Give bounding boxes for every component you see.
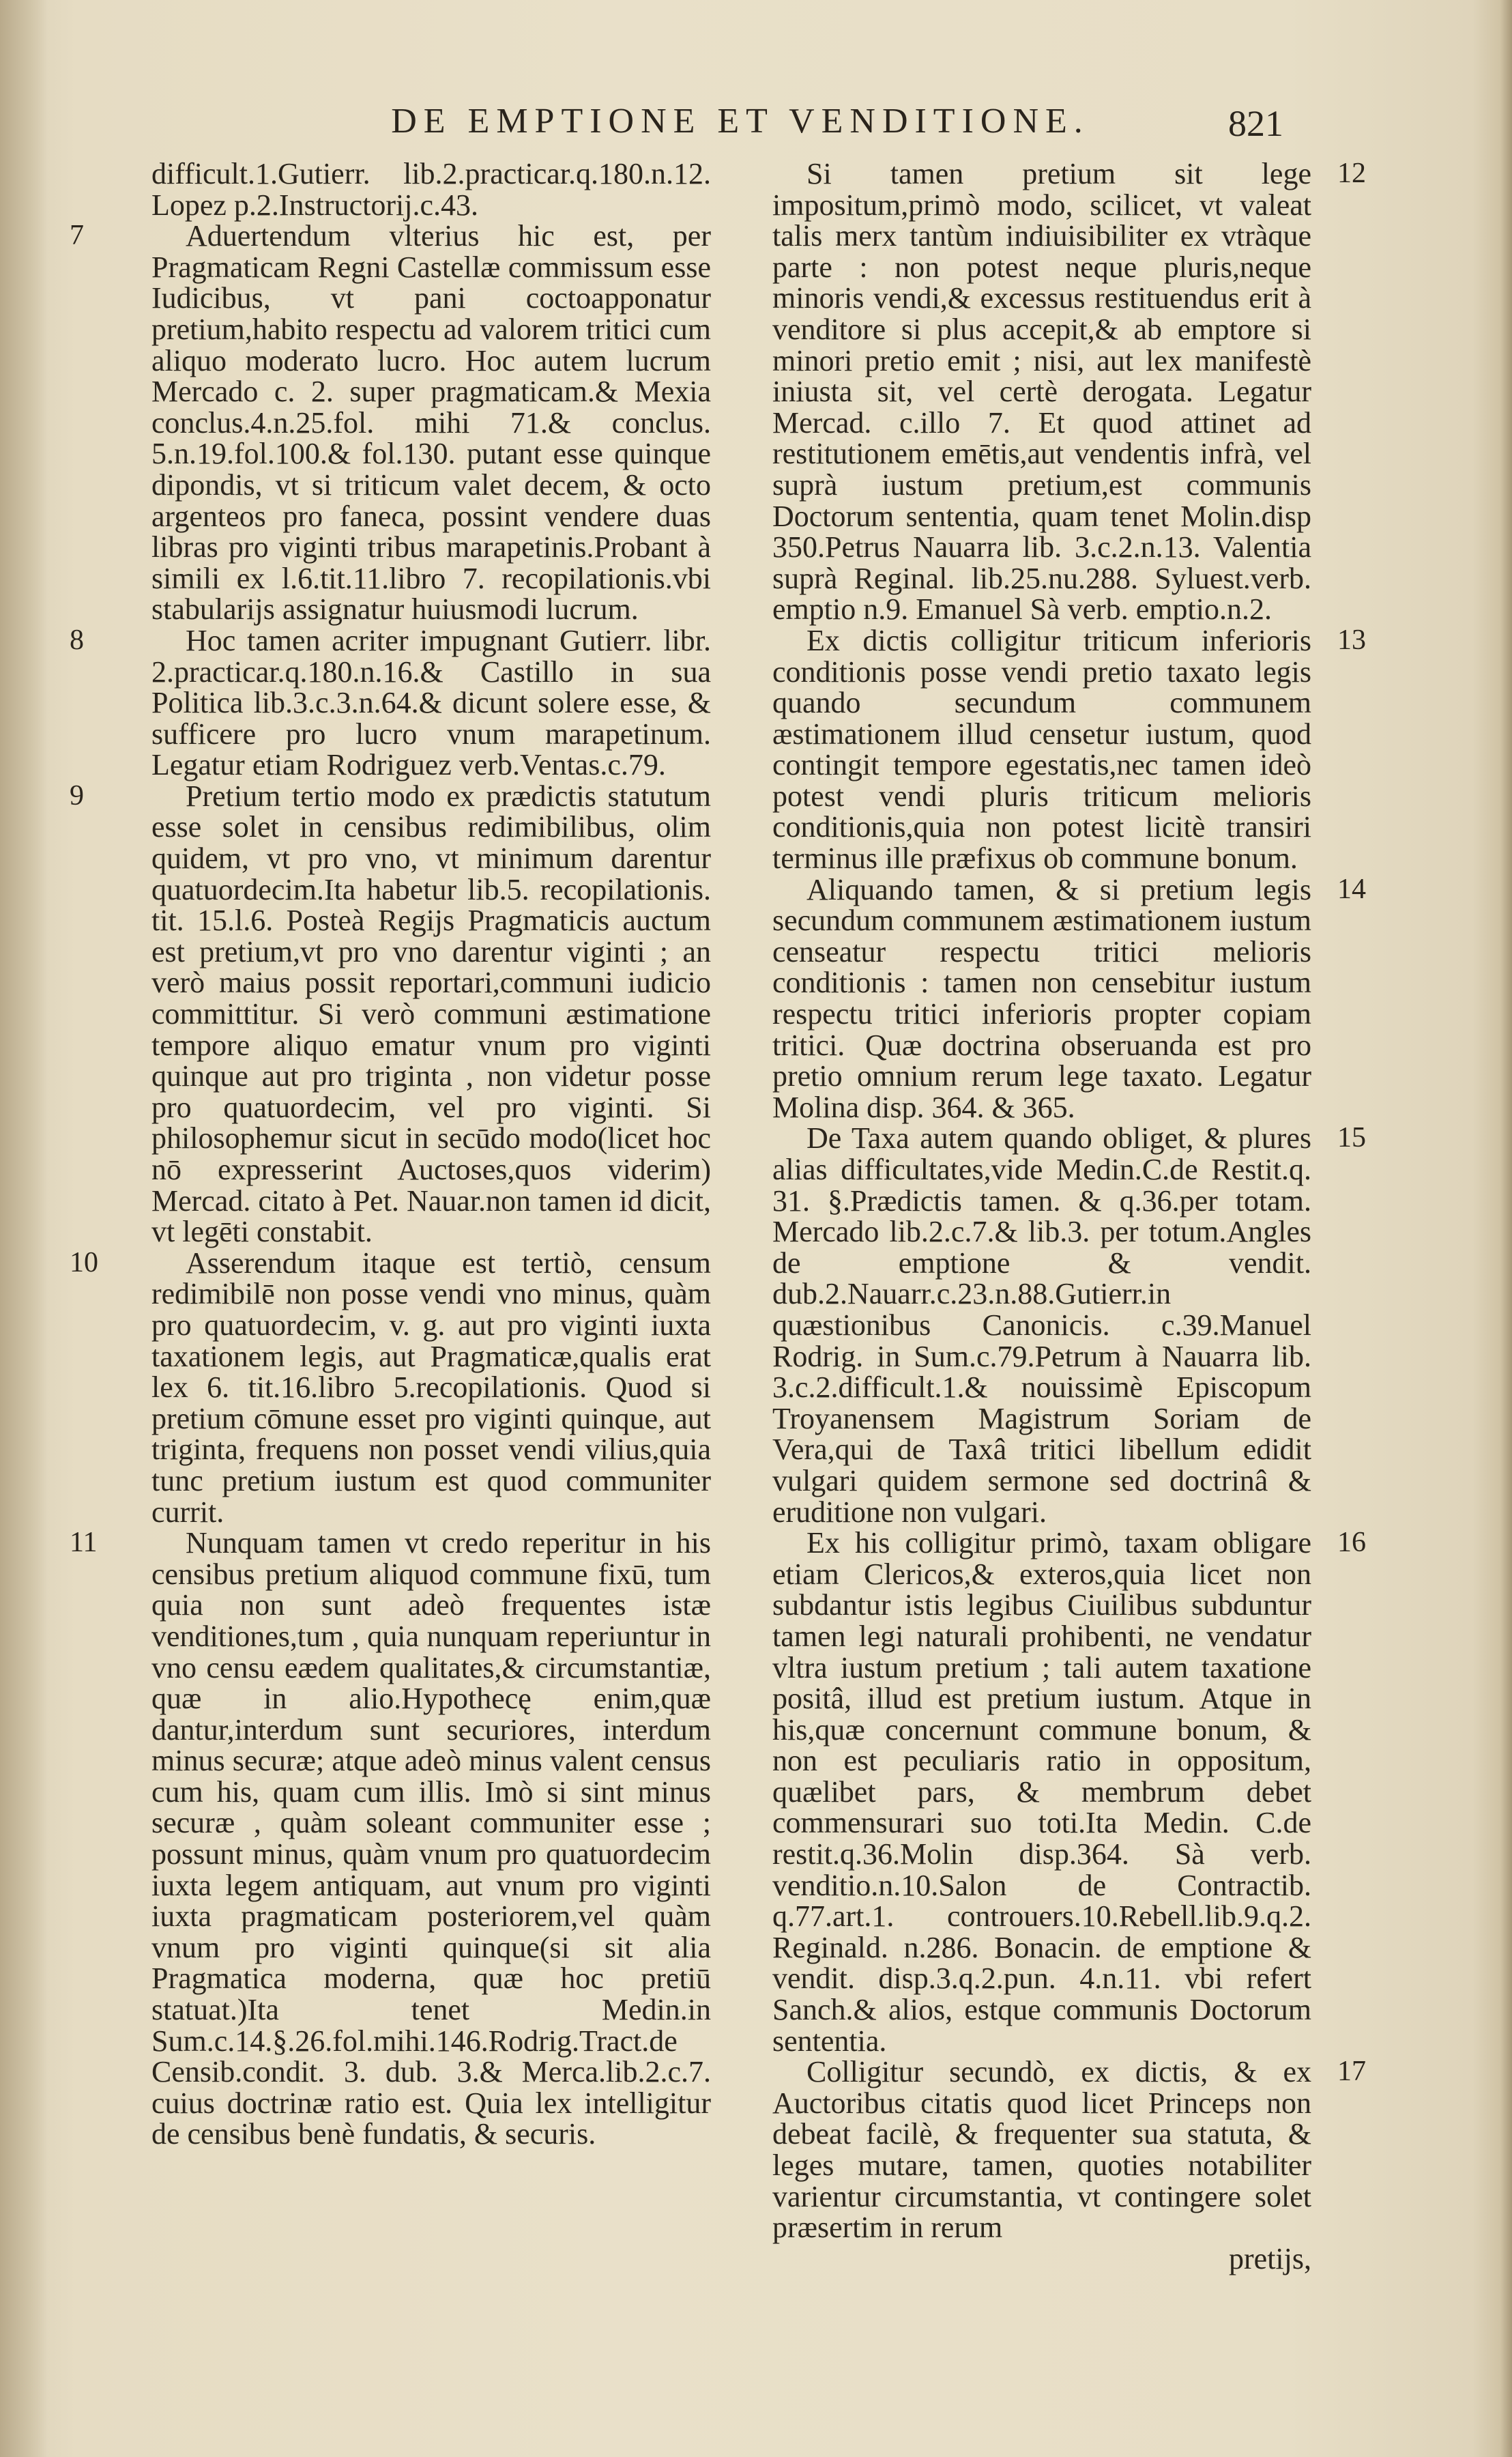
marginal-number: 14 [1337,873,1366,905]
marginal-number: 7 [70,220,84,252]
binding-gutter [0,0,48,2457]
paragraph [70,1246,711,1529]
paragraph-text: Aliquando tamen, & si pretium legis secundum communem æstimationem iustum censeatur respectu tritici melioris conditionis : tamen non censebitur iustum respectu tritici inferioris propter copiam tritici. Quæ doctrina obseruanda est pro pretio omnium rerum lege taxato. Legatur Molina disp. 364. & 365. [772,872,1311,1124]
marginal-number: 16 [1337,1527,1366,1559]
paragraph [772,1121,1366,1529]
marginal-number: 9 [70,779,84,811]
paragraph [151,158,711,220]
marginal-number: 15 [1337,1122,1366,1154]
paragraph-text: Asserendum itaque est tertiò, censum redimibilē non posse vendi vno minus, quàm pro quatuordecim, v. g. aut pro viginti iuxta taxationem legis, aut Pragmaticæ,qualis erat lex 6. tit.16.libro 5.recopilationis. Quod si pretium cōmune esset pro viginti quinque, aut triginta, frequens non posset vendi vilius,quia tunc pretium iustum est quod communiter currit. [151,1246,711,1529]
catchword: pretijs, [1229,2241,1311,2275]
paragraph-text: Si tamen pretium sit lege impositum,primò modo, scilicet, vt valeat talis merx tantùm indiuisibiliter ex vtràque parte : non potest neque pluris,neque minoris vendi,& excessus restituendus erit à venditore si plus accepit,& ab emptore si minori pretio emit ; nisi, aut lex manifestè iniusta sit, vel certè derogata. Legatur Mercad. c.illo 7. Et quod attinet ad restitutionem emētis,aut vendentis infrà, vel suprà iustum pretium,est communis Doctorum sententia, quam tenet Molin.disp 350.Petrus Nauarra lib. 3.c.2.n.13. Valentia suprà Reginal. lib.25.nu.288. Syluest.verb. emptio n.9. Emanuel Sà verb. emptio.n.2. [772,157,1311,627]
paragraph [772,1526,1366,2058]
right-column [772,157,1366,2275]
paragraph [70,219,711,627]
paragraph [70,623,711,782]
page-edge-shadow [1472,0,1512,2457]
running-title: DE EMPTIONE ET VENDITIONE. [391,102,1090,141]
paragraph-text: De Taxa autem quando obliget, & plures alias difficultates,vide Medin.C.de Restit.q. 31. §.Prædictis tamen. & q.36.per totam. Mercado lib.2.c.7.& lib.3. per totum.Angles de emptione & vendit. dub.2.Nauarr.c.23.n.88.Gutierr.in quæstionibus Canonicis. c.39.Manuel Rodrig. in Sum.c.79.Petrum à Nauarra lib. 3.c.2.difficult.1.& nouissimè Episcopum Troyanensem Magistrum Soriam de Vera,qui de Taxâ tritici libellum edidit vulgari quidem sermone sed doctrinâ & eruditione non vulgari. [772,1121,1311,1529]
marginal-number: 12 [1337,158,1366,189]
paragraph [772,872,1366,1124]
paragraph [70,779,711,1249]
marginal-number: 10 [70,1246,98,1278]
marginal-number: 11 [70,1527,98,1559]
marginal-number: 13 [1337,624,1366,656]
paragraph-text: Pretium tertio modo ex prædictis statutum esse solet in censibus redimibilibus, olim quidem, vt pro vno, vt minimum darentur quatuordecim.Ita habetur lib.5. recopilationis. tit. 15.l.6. Posteà Regijs Pragmaticis auctum est pretium,vt pro vno darentur viginti ; an verò maius possit reportari,communi iudicio committitur. Si verò communi æstimatione tempore aliquo ematur vnum pro viginti quinque aut pro triginta , non videtur posse pro quatuordecim, vel pro viginti. Si philosophemur sicut in secūdo modo(licet hoc nō expresserint Auctoses,quos viderim) Mercad. citato à Pet. Nauar.non tamen id dicit, vt legēti constabit. [151,779,711,1249]
left-column [70,157,711,2151]
paragraph [772,2055,1366,2245]
page-number: 821 [1228,103,1283,144]
paragraph-text: difficult.1.Gutierr. lib.2.practicar.q.180.n.12. Lopez p.2.Instructorij.c.43. [151,157,711,222]
paragraph [772,623,1366,876]
paragraph-text: Nunquam tamen vt credo reperitur in his censibus pretium aliquod commune fixū, tum quia non sunt adeò frequentes istæ venditiones,tum , quia nunquam reperiuntur in vno censu eædem qualitates,& circumstantiæ, quæ in alio.Hypothecę enim,quæ dantur,interdum sunt securiores, interdum minus securæ; atque adeò minus valent census cum his, quam cum illis. Imò si sint minus securæ , quàm soleant communiter esse ; possunt minus, quàm vnum pro quatuordecim iuxta legem antiquam, aut vnum pro viginti iuxta pragmaticam posteriorem,vel quàm vnum pro viginti quinque(si sit alia Pragmatica moderna, quæ hoc pretiū statuat.)Ita tenet Medin.in Sum.c.14.§.26.fol.mihi.146.Rodrig.Tract.de Censib.condit. 3. dub. 3.& Merca.lib.2.c.7. cuius doctrinæ ratio est. Quia lex intelligitur de censibus benè fundatis, & securis. [151,1526,711,2151]
paragraph-text: Ex dictis colligitur triticum inferioris conditionis posse vendi pretio taxato legis quando secundum communem æstimationem illud censetur iustum, quod contingit tempore egestatis,nec tamen ideò potest vendi pluris triticum melioris conditionis,quia non potest licitè transiri terminus ille præfixus ob commune bonum. [772,623,1311,876]
paragraph-text: Hoc tamen acriter impugnant Gutierr. libr. 2.practicar.q.180.n.16.& Castillo in sua Politica lib.3.c.3.n.64.& dicunt solere esse, & sufficere pro lucro vnum marapetinum. Legatur etiam Rodriguez verb.Ventas.c.79. [151,623,711,782]
paragraph-text: Ex his colligitur primò, taxam obligare etiam Clericos,& exteros,quia licet non subdantur istis legibus Ciuilibus subduntur tamen legi naturali prohibenti, ne vendatur vltra iustum pretium ; tali autem taxatione positâ, illud est pretium iustum. Atque in his,quæ concernunt commune bonum, & non est peculiaris ratio in oppositum, quælibet pars, & membrum debet commensurari suo toti.Ita Medin. C.de restit.q.36.Molin disp.364. Sà verb. venditio.n.10.Salon de Contractib. q.77.art.1. controuers.10.Rebell.lib.9.q.2. Reginald. n.286. Bonacin. de emptione & vendit. disp.3.q.2.pun. 4.n.11. vbi refert Sanch.& alios, estque communis Doctorum sententia. [772,1526,1311,2058]
paragraph [772,157,1366,627]
marginal-number: 17 [1337,2056,1366,2088]
paragraph-text: Colligitur secundò, ex dictis, & ex Auctoribus citatis quod licet Princeps non debeat facilè, & frequenter sua statuta, & leges mutare, tamen, quoties notabiliter varientur circumstantia, vt contingere solet præsertim in rerum [772,2055,1311,2245]
paragraph-text: Aduertendum vlterius hic est, per Pragmaticam Regni Castellæ commissum esse Iudicibus, vt pani coctoapponatur pretium,habito respectu ad valorem tritici cum aliquo moderato lucro. Hoc autem lucrum Mercado c. 2. super pragmaticam.& Mexia conclus.4.n.25.fol. mihi 71.& conclus. 5.n.19.fol.100.& fol.130. putant esse quinque dipondis, vt si triticum valet decem, & octo argenteos pro faneca, possint vendere duas libras pro viginti tribus marapetinis.Probant à simili ex l.6.tit.11.libro 7. recopilationis.vbi stabularijs assignatur huiusmodi lucrum. [151,219,711,627]
paragraph [70,1526,711,2151]
marginal-number: 8 [70,624,84,656]
